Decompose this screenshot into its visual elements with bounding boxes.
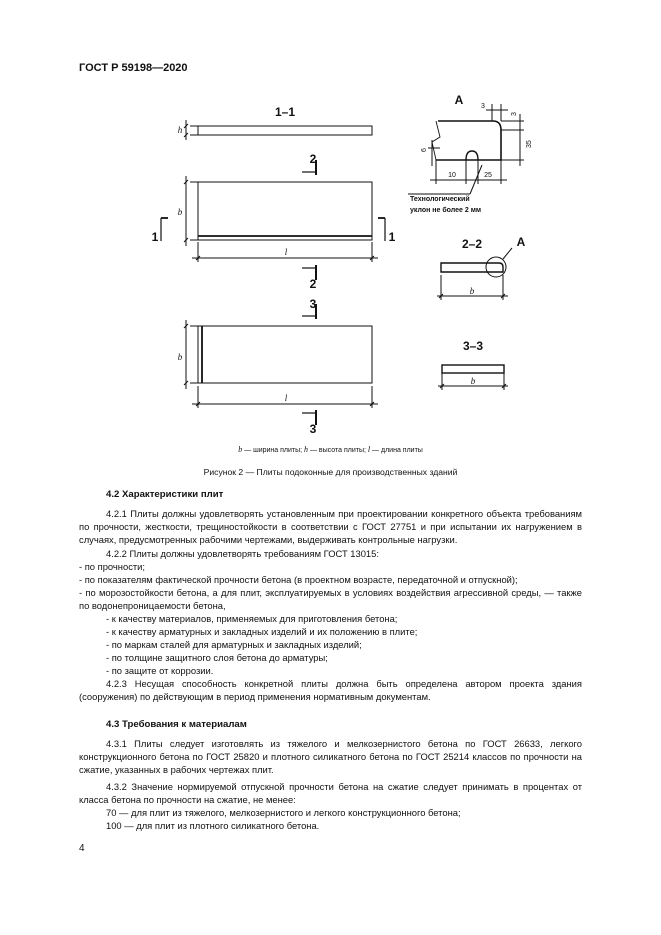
paragraph-4-2-3: 4.2.3 Несущая способность конкретной плиты должна быть определена автором проекта здания (сооружения) по действующим в период применения нормативным документам. xyxy=(79,678,582,702)
cut-1-left-label: 1 xyxy=(151,230,159,244)
list-item: - к качеству арматурных и закладных изделий и их положению в плите; xyxy=(106,626,418,637)
dim-l-label-1: l xyxy=(284,247,288,257)
legend-l-text: — длина плиты xyxy=(370,447,423,454)
page-number: 4 xyxy=(79,843,85,854)
plate-plan-1 xyxy=(198,182,372,240)
section-2-2-plate xyxy=(441,263,503,272)
section-2-2-callout-a: A xyxy=(516,235,526,249)
plate-plan-2 xyxy=(198,326,372,383)
list-item: - по маркам сталей для арматурных и закладных изделий; xyxy=(106,639,362,650)
legend-h-text: — высота плиты; xyxy=(308,447,368,454)
detail-a-title: A xyxy=(454,93,464,107)
paragraph-4-2-1: 4.2.1 Плиты должны удовлетворять установленным при проектировании конкретного объекта требованиям по прочности, жесткости, трещиностойкости в соответствии с ГОСТ 27751 и при испытании их нагружением в случаях, предусмотренных рабочими чертежами, выдерживать контрольные нагрузки. xyxy=(79,508,582,545)
list-item: 100 — для плит из плотного силикатного бетона. xyxy=(106,820,320,831)
section-1-1-label: 1–1 xyxy=(274,105,296,119)
paragraph-4-2-2: 4.2.2 Плиты должны удовлетворять требованиям ГОСТ 13015: xyxy=(106,548,379,559)
document-header: ГОСТ Р 59198—2020 xyxy=(79,62,188,74)
dim-b-label-2: b xyxy=(177,352,183,362)
detail-a-profile xyxy=(436,121,501,160)
cut-2-bottom-label: 2 xyxy=(309,277,317,291)
detail-dim-3a: 3 xyxy=(481,103,485,110)
section-3-3-plate xyxy=(442,365,504,373)
figure-legend xyxy=(0,445,661,454)
cut-3-bottom-label: 3 xyxy=(309,422,317,436)
detail-dim-10: 10 xyxy=(448,172,456,179)
list-item: - по морозостойкости бетона, а для плит, эксплуатируемых в условиях воздействия агрессивной среды, — также по водонепроницаемости бетона, xyxy=(79,587,582,611)
section-1-1-plate xyxy=(198,126,372,135)
cut-2-top-label: 2 xyxy=(309,152,317,166)
legend-b-text: — ширина плиты; xyxy=(242,447,305,454)
detail-dim-35: 35 xyxy=(526,140,533,148)
detail-note-line2: уклон не более 2 мм xyxy=(410,207,482,214)
legend-l-symbol: l xyxy=(367,445,371,454)
figure-2-drawing xyxy=(0,0,661,440)
dim-h-label: h xyxy=(177,125,183,135)
legend-h-symbol: h xyxy=(304,445,309,454)
cut-1-right-label: 1 xyxy=(388,230,396,244)
detail-note-line1: Технологический xyxy=(410,196,470,203)
section-4-3-heading: 4.3 Требования к материалам xyxy=(106,719,247,730)
section-3-3-label: 3–3 xyxy=(462,339,484,353)
section-2-2-dim-b: b xyxy=(469,286,475,296)
cut-3-top-label: 3 xyxy=(309,297,317,311)
dim-l-label-2: l xyxy=(284,393,288,403)
legend-b-symbol: b xyxy=(238,445,243,454)
section-2-2-label: 2–2 xyxy=(461,237,483,251)
list-item: - по показателям фактической прочности бетона (в проектном возрасте, передаточной и отпускной); xyxy=(79,574,518,585)
list-item: - к качеству материалов, применяемых для приготовления бетона; xyxy=(106,613,398,624)
figure-caption: Рисунок 2 — Плиты подоконные для производственных зданий xyxy=(203,467,458,477)
section-4-2-heading: 4.2 Характеристики плит xyxy=(106,489,224,500)
detail-dim-6: 6 xyxy=(421,148,428,152)
paragraph-4-3-1: 4.3.1 Плиты следует изготовлять из тяжелого и мелкозернистого бетона по ГОСТ 26633, легкого конструкционного бетона по ГОСТ 25820 и плотного силикатного бетона по ГОСТ 25214 классов по прочности на сжатие, указанных в рабочих чертежах плит. xyxy=(79,738,582,775)
list-item: - по защите от коррозии. xyxy=(106,665,214,676)
list-item: - по прочности; xyxy=(79,561,146,572)
list-item: - по толщине защитного слоя бетона до арматуры; xyxy=(106,652,328,663)
detail-dim-25: 25 xyxy=(484,172,492,179)
dim-b-label-1: b xyxy=(177,207,183,217)
detail-dim-3b: 3 xyxy=(511,112,518,116)
paragraph-4-3-2: 4.3.2 Значение нормируемой отпускной прочности бетона на сжатие следует принимать в процентах от класса бетона по прочности на сжатие, не менее: xyxy=(79,781,582,805)
section-3-3-dim-b: b xyxy=(470,376,476,386)
list-item: 70 — для плит из тяжелого, мелкозернистого и легкого конструкционного бетона; xyxy=(106,807,461,818)
